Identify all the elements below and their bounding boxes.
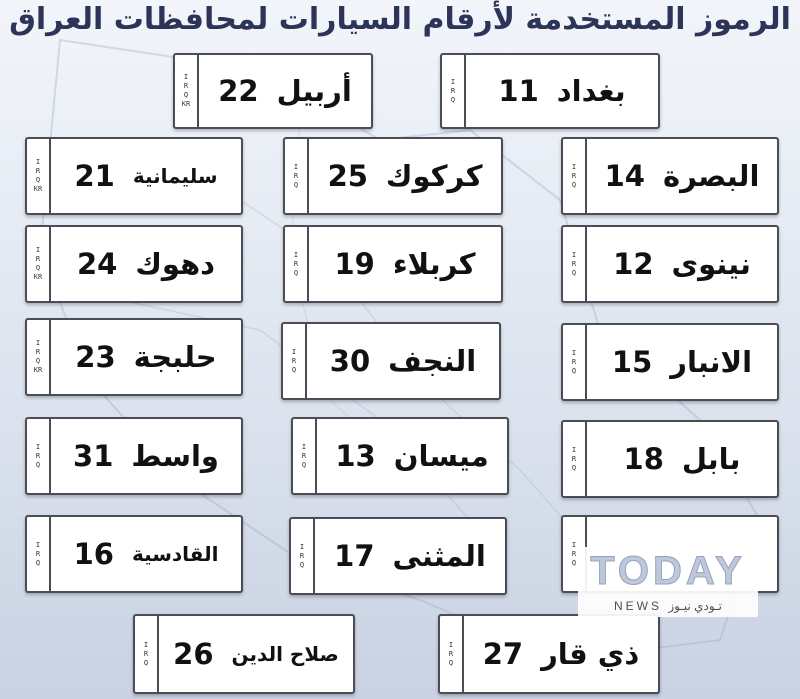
plate-strip-letter: R [571, 357, 577, 366]
plate-strip-letter: R [299, 551, 305, 560]
page-title: الرموز المستخدمة لأرقام السيارات لمحافظات العراق [9, 2, 791, 37]
plate-strip-letter: KR [33, 366, 43, 374]
plate-text [51, 139, 241, 213]
plate-strip-letter: R [35, 255, 41, 263]
plate-text [466, 55, 658, 127]
plate-strip-letter: I [301, 442, 307, 451]
province-name: بغداد [556, 74, 626, 108]
plate-country-strip [27, 139, 51, 213]
province-code: 18 [623, 442, 664, 476]
province-name: كربلاء [392, 247, 476, 281]
plate-country-strip [563, 139, 587, 213]
province-name: أربيل [276, 74, 352, 108]
province-code: 21 [74, 159, 115, 193]
plate-strip-letter: R [35, 451, 41, 460]
license-plate [561, 137, 779, 215]
plate-text [307, 324, 499, 398]
province-code: 27 [482, 637, 524, 671]
plate-strip-letter: Q [143, 658, 149, 667]
province-name: بابل [681, 442, 741, 476]
today-news-watermark [578, 547, 758, 617]
plate-strip-letter: R [571, 259, 577, 268]
province-name: المثنى [392, 539, 486, 573]
plate-strip-letter: I [571, 348, 577, 357]
plate-strip-letter: Q [183, 91, 189, 99]
plate-strip-letter: R [450, 86, 456, 95]
province-name: صلاح الدين [231, 642, 339, 666]
plate-country-strip [563, 422, 587, 496]
province-name: الانبار [670, 345, 753, 379]
plate-country-strip [135, 616, 159, 692]
province-name: واسط [131, 439, 219, 473]
plate-country-strip [440, 616, 464, 692]
plate-strip-letter: R [143, 649, 149, 658]
province-code: 24 [76, 247, 118, 281]
plate-strip-letter: Q [291, 365, 297, 374]
plate-strip-letter: Q [571, 268, 577, 277]
plate-strip-letter: R [448, 649, 454, 658]
province-name: القادسية [131, 542, 219, 566]
plate-country-strip [285, 139, 309, 213]
plate-strip-letter: R [35, 549, 41, 558]
plate-text [317, 419, 507, 493]
license-plate [291, 417, 509, 495]
plate-country-strip [563, 227, 587, 301]
plate-strip-letter: I [571, 250, 577, 259]
province-name: ذي قار [541, 637, 640, 671]
province-name: سليمانية [132, 164, 218, 188]
plate-strip-letter: Q [571, 366, 577, 375]
license-plate [561, 420, 779, 498]
plate-strip-letter: I [299, 542, 305, 551]
plate-strip-letter: R [35, 167, 41, 175]
plate-text [464, 616, 658, 692]
plate-strip-letter: Q [571, 180, 577, 189]
license-plate [173, 53, 373, 129]
province-code: 15 [611, 345, 653, 379]
plate-strip-letter: I [571, 162, 577, 171]
plate-country-strip [27, 517, 51, 591]
plate-strip-letter: I [35, 540, 41, 549]
plate-strip-letter: Q [571, 558, 577, 567]
plate-strip-letter: I [450, 77, 456, 86]
province-name: حلبجة [133, 340, 217, 374]
plate-strip-letter: R [571, 549, 577, 558]
province-code: 16 [73, 537, 114, 571]
plate-strip-letter: Q [35, 264, 41, 272]
plate-text [309, 227, 501, 301]
plate-strip-letter: I [35, 442, 41, 451]
plate-strip-letter: Q [35, 460, 41, 469]
plate-strip-letter: Q [293, 180, 299, 189]
plate-strip-letter: I [35, 339, 41, 347]
license-plate [438, 614, 660, 694]
plate-country-strip [27, 419, 51, 493]
plate-strip-letter: Q [299, 560, 305, 569]
plate-strip-letter: R [183, 82, 189, 90]
plate-text [309, 139, 501, 213]
plate-strip-letter: I [35, 158, 41, 166]
license-plate [283, 137, 503, 215]
province-name: ميسان [393, 439, 489, 473]
plate-country-strip [283, 324, 307, 398]
license-plate [25, 417, 243, 495]
today-logo-text: TODAY [590, 549, 746, 593]
province-code: 14 [604, 159, 645, 193]
plate-strip-letter: Q [35, 357, 41, 365]
plate-text [51, 320, 241, 394]
province-code: 25 [327, 159, 368, 193]
license-plate [25, 515, 243, 593]
plate-strip-letter: I [143, 640, 149, 649]
province-code: 30 [329, 344, 371, 378]
province-name: نينوى [671, 247, 751, 281]
plate-strip-letter: R [301, 451, 307, 460]
province-name: النجف [388, 344, 477, 378]
license-plate [25, 137, 243, 215]
plate-strip-letter: Q [35, 176, 41, 184]
license-plate [561, 225, 779, 303]
plate-strip-letter: R [571, 454, 577, 463]
today-logo-subtitle: NEWS تـودي نيـوز [614, 599, 722, 613]
province-name: البصرة [662, 159, 760, 193]
plate-country-strip [442, 55, 466, 127]
plate-strip-letter: I [571, 445, 577, 454]
plate-strip-letter: KR [33, 185, 43, 193]
license-plate [133, 614, 355, 694]
plate-country-strip [293, 419, 317, 493]
plate-strip-letter: I [35, 246, 41, 254]
plate-text [51, 227, 241, 301]
plate-strip-letter: I [183, 73, 189, 81]
plate-text [587, 325, 777, 399]
plate-country-strip [175, 55, 199, 127]
province-name: دهوك [135, 247, 216, 281]
province-code: 26 [173, 637, 214, 671]
plate-strip-letter: Q [450, 95, 456, 104]
province-code: 19 [334, 247, 375, 281]
province-code: 12 [613, 247, 654, 281]
plate-country-strip [285, 227, 309, 301]
plate-strip-letter: Q [301, 460, 307, 469]
plate-text [51, 419, 241, 493]
license-plate [25, 318, 243, 396]
plate-country-strip [291, 519, 315, 593]
plate-text [587, 227, 777, 301]
province-code: 11 [498, 74, 539, 108]
license-plate [283, 225, 503, 303]
plate-strip-letter: KR [181, 100, 191, 108]
license-plate [561, 323, 779, 401]
plate-strip-letter: Q [448, 658, 454, 667]
plate-strip-letter: R [293, 171, 299, 180]
plate-text [199, 55, 371, 127]
plate-strip-letter: I [571, 540, 577, 549]
plate-text [587, 139, 777, 213]
license-plate [440, 53, 660, 129]
plate-strip-letter: Q [571, 463, 577, 472]
province-name: كركوك [385, 159, 483, 193]
province-code: 31 [73, 439, 114, 473]
plate-strip-letter: R [35, 348, 41, 356]
plate-country-strip [563, 325, 587, 399]
plate-strip-letter: KR [33, 273, 43, 281]
province-code: 22 [218, 74, 259, 108]
plate-text [159, 616, 353, 692]
license-plate [281, 322, 501, 400]
plate-strip-letter: I [293, 250, 299, 259]
plate-strip-letter: I [293, 162, 299, 171]
plate-text [315, 519, 505, 593]
plate-strip-letter: Q [35, 558, 41, 567]
province-code: 13 [335, 439, 376, 473]
license-plate [289, 517, 507, 595]
plate-country-strip [27, 227, 51, 301]
province-code: 23 [75, 340, 116, 374]
province-code: 17 [334, 539, 375, 573]
plate-text [587, 422, 777, 496]
plate-strip-letter: Q [293, 268, 299, 277]
license-plate [25, 225, 243, 303]
plate-country-strip [27, 320, 51, 394]
plate-strip-letter: R [293, 259, 299, 268]
plate-strip-letter: I [291, 347, 297, 356]
plate-strip-letter: R [571, 171, 577, 180]
plate-strip-letter: R [291, 356, 297, 365]
plate-strip-letter: I [448, 640, 454, 649]
plate-text [51, 517, 241, 591]
